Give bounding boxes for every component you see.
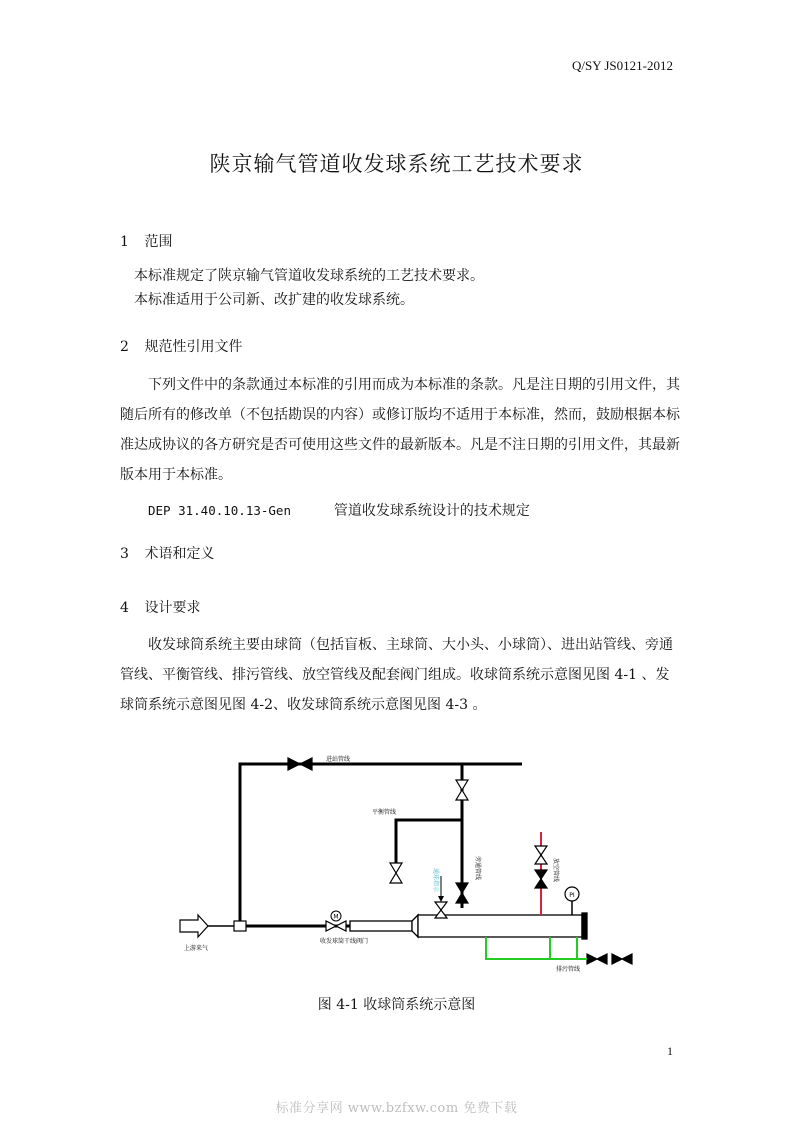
section-title: 范围 [144, 234, 173, 250]
valve-icon [456, 780, 468, 800]
section-2-body [120, 370, 680, 490]
section-1-heading [120, 231, 172, 251]
valve-icon [435, 902, 447, 918]
standard-code: Q/SY JS0121-2012 [571, 58, 673, 73]
tee-fitting [234, 921, 246, 931]
paragraph-line: 本标准规定了陕京输气管道收发球系统的工艺技术要求。 [134, 268, 484, 284]
paragraph-line: 管线、平衡管线、排污管线、放空管线及配套阀门组成。收球筒系统示意图见图 4-1 、发 [120, 667, 670, 683]
upstream-gas-label: 上游来气 [184, 945, 209, 952]
figure-caption: 图 4-1 收球筒系统示意图 [317, 997, 476, 1013]
paragraph-line: 收发球筒系统主要由球筒（包括盲板、主球筒、大小头、小球筒）、进出站管线、旁通 [148, 637, 673, 653]
main-line-label: 旁通管线 [474, 856, 481, 881]
main-piping [208, 764, 522, 926]
paragraph-line: 准达成协议的各方研究是否可使用这些文件的最新版本。凡是不注日期的引用文件，其最新 [120, 437, 680, 453]
section-number: 4 [120, 600, 129, 616]
section-4-body [120, 630, 680, 720]
reference-entry [148, 500, 530, 520]
outlet-line-label: 进站管线 [326, 756, 351, 763]
reference-title: 管道收发球系统设计的技术规定 [333, 503, 530, 519]
valve-icon [288, 758, 312, 770]
paragraph-line: 本标准适用于公司新、改扩建的收发球系统。 [134, 292, 414, 308]
section-number: 2 [120, 339, 129, 355]
valve-icon [326, 921, 346, 931]
section-1-body-2 [134, 285, 414, 315]
drain-line-label: 排污管线 [556, 966, 581, 973]
signal-label: 通球指示 [432, 868, 439, 893]
valve-icon [587, 954, 607, 964]
receiver-system-diagram [150, 728, 650, 990]
document-title: 陕京输气管道收发球系统工艺技术要求 [209, 152, 584, 176]
drain-piping [486, 937, 587, 959]
reference-code: DEP 31.40.10.13-Gen [148, 503, 291, 518]
section-4-heading [120, 597, 200, 617]
receiver-valve-label: 收发球筒干线阀门 [320, 938, 369, 945]
section-2-heading [120, 336, 242, 356]
section-title: 术语和定义 [144, 546, 215, 562]
receiver-barrel [350, 913, 587, 939]
valve-icon [456, 883, 468, 903]
section-number: 3 [120, 546, 129, 562]
paragraph-line: 下列文件中的条款通过本标准的引用而成为本标准的条款。凡是注日期的引用文件，其 [148, 377, 680, 393]
page-number: 1 [667, 1044, 673, 1058]
vent-valve-icon [535, 870, 547, 888]
paragraph-line: 球筒系统示意图见图 4-2、收发球筒系统示意图见图 4-3 。 [120, 697, 487, 713]
motor-valve-label: M [333, 913, 339, 921]
section-title: 设计要求 [144, 600, 201, 616]
balance-line-label: 平衡管线 [372, 809, 397, 816]
paragraph-line: 随后所有的修改单（不包括勘误的内容）或修订版均不适用于本标准，然而，鼓励根据本标 [120, 407, 680, 423]
paragraph-line: 版本用于本标准。 [120, 467, 232, 483]
section-number: 1 [120, 234, 129, 250]
pressure-gauge-label: PI [569, 892, 575, 899]
section-title: 规范性引用文件 [144, 339, 243, 355]
vent-valve-icon [535, 846, 547, 864]
watermark: 标准分享网 www.bzfxw.com 免费下载 [275, 1101, 518, 1116]
valve-icon [390, 863, 402, 883]
valve-icon [612, 954, 632, 964]
vent-line-label: 放空管线 [552, 858, 559, 883]
section-3-heading [120, 543, 214, 563]
upstream-arrow-icon [180, 915, 208, 937]
